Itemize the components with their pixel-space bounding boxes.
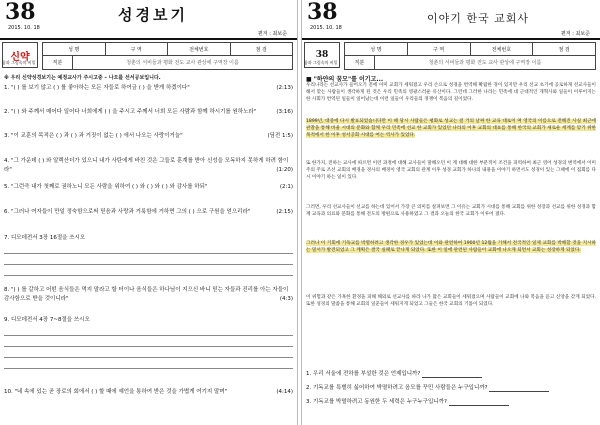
grid-note: 청춘의 서비들과 평화 전도 교사 관상에 구역장 이름 [428, 60, 542, 66]
grid-label: 직분 [345, 56, 375, 69]
question-3: 3. "이 교훈의 목적은 ( ) 과 ( ) 과 거짓이 없는 ( ) 에서 나오는 사랑이거늘" (딤전 1:5) [4, 133, 293, 139]
grid-header: 성 명 [43, 43, 106, 55]
grid-header: 구 역 [106, 43, 169, 55]
paragraph-6: 이 위험과 같은 가혹한 환경을 피해 해외로 선교사를 따라 나가 많은 교회들이 세워졌으며 사람들이 교회에 나와 복음을 듣고 신앙을 갖게 되었다. 또한 성경의 말씀을 통해 교회의 일꾼들이 세워지게 되었고 그들은 한국 교회의 기틀이 되었다. [306, 295, 596, 308]
grid-header: 점 검 [255, 46, 267, 53]
answer-blank[interactable] [489, 386, 549, 392]
paragraph-5: 그러나 이 기회에 기독교를 박멸하려고 생각한 경우가 있었는데 이와 관련하여 1900년 12월을 기해서 전국적인 일제 교회를 박해할 것을 지시하는 밀서가 발견되었고 그 계획은 결국 실패로 끝나게 되었다. 또한 이 일에 관련된 사람들이 교회에 나오게 되면서 교회는 성장하게 되었다. [306, 241, 596, 254]
grid-header: 전체번호 [168, 43, 231, 55]
right-page [301, 0, 600, 425]
issue-number: 38 [5, 0, 36, 25]
question-5: 5. "그런즉 내가 첫째로 권하노니 모든 사람을 위하여 ( ) 와 ( ) 와 ( ) 와 감사를 하되" (2:1) [4, 184, 293, 190]
grid-info-row [43, 56, 292, 69]
publisher: 편저 : 최보준 [257, 31, 287, 37]
grid-header: 전체번호 [471, 43, 534, 55]
question-9: 9. 디모데전서 4장 7~8절을 쓰시오 [4, 316, 293, 369]
grid-note: 청춘의 서비들과 평화 전도 교사 관상에 구역장 이름 [126, 60, 239, 66]
question-2: 2. "( ) 와 주께서 매어다 일어다 너희에게 ( ) 을 주시고 주께서 너희 모든 사람과 함께 하시기를 원하노라" (3:16) [4, 109, 293, 115]
grid-info-row [345, 56, 595, 69]
paragraph-1: 우리나라는 선교사가 들어오기 전에 이미 교회가 세워졌고 우리 손으로 성경을 번역해 확립한 경이 있지만 우리 선교 초기에 공로하게 선교사들이 해서 맞는 사람들이 생각하게 된 것은 우리 민족의 영광스러운 유산이다. 그런데 그러한 나라는 민족에 대 근대적인 개혁사와 일들이 이루어지는 한 사회가 번역된 일들이 일어났는데 이런 일들이 우리들의 경쟁이 복음의 길이었다. [306, 83, 596, 103]
info-grid [344, 42, 596, 70]
issue-number: 38 [307, 0, 338, 25]
grid-header-row [43, 43, 292, 56]
small-caption: 꿈과 그림속의 비밀 [2, 60, 36, 65]
grid-header: 구 역 [408, 43, 471, 55]
grid-header: 점 검 [558, 46, 570, 53]
publisher: 편저 : 최보준 [560, 31, 590, 37]
question-1: 1. "( ) 를 보기 않고 ( ) 를 좋아하는 모든 자들로 하여금 ( ) 을 받게 하겠이다" (2:13) [4, 85, 293, 91]
info-box [302, 42, 600, 70]
section-badge: 38 [304, 42, 340, 68]
instructions: ※ 우리 신약성경보기는 예정교사가 주시고중 – 나오를 선서공보입니다. [4, 75, 161, 81]
grid-header: 성 명 [345, 43, 408, 55]
question-7: 7. 디모데전서 3장 16절을 쓰시오 [4, 234, 293, 276]
info-box [0, 42, 297, 70]
section-badge: 신약 [2, 42, 38, 68]
paragraph-4: 그러면, 우리 선교사들이 선교를 하는데 있어서 가장 큰 의미를 살펴보면 그 이유는 교회가 시대를 통해 교회를 위한 성장과 선교를 위한 성경과 함께 교육과 의료와 문화를 통해 전도의 방편으로 사용하였고 그 결과 오늘의 한국 교회가 이루어 졌다. [306, 205, 596, 218]
question-4: 4. "그 가운데 ( ) 와 알렉산더가 있으니 내가 사탄에게 바친 것은 그들로 훈계를 받아 신성을 모독하지 못하게 하려 함이라" (1:20) [4, 158, 293, 173]
article-heading: ■ "하얀의 꿈모"를 이기고... [306, 76, 384, 83]
page-title: 이야기 한국 교회사 [427, 12, 530, 25]
question-10: 10. "네 속에 있는 곧 장로의 회에서 ( ) 할 때에 예언을 통하여 받은 것을 가볍게 여기지 말며" (4:14) [4, 389, 293, 395]
issue-date: 2015. 10. 18 [8, 25, 40, 31]
question-6: 6. "그러나 여자들이 만일 정숙함으로써 믿음과 사랑과 거룩함에 거하면 그의 ( ) 으로 구원을 얻으리라" (2:15) [4, 209, 293, 215]
left-header [0, 0, 297, 40]
grid-header-row [345, 43, 595, 56]
grid-label: 직분 [43, 56, 73, 69]
paragraph-3: 또 한가지, 전하는 교사에 따르면 이런 과정에 대해 교사들이 말해오던 이 계 대해 대한 부분적이 조건을 피력하여 최근 영어 성경의 변역에서 이미 주의 주로 조선 교회의 배경을 경사의 배경이 영국 교회의 관계 이후 성경 교회가 하나의 내용을 이야기 하면서도 성경이 있는 그때에 이 집회를 다시 이야기 하는 일이 있다. [306, 161, 596, 181]
small-caption: 꿈과 그림속의 비밀 [304, 60, 338, 65]
right-header [302, 0, 600, 40]
review-question-2: 2. 기독교를 특별히 싫어하여 박멸하려고 음모를 꾸민 사람들은 누구입니까? [306, 384, 596, 392]
review-question-1: 1. 우리 서울에 전하를 부설한 것은 언제입니까? [306, 370, 596, 378]
page-title: 성경보기 [118, 6, 188, 24]
question-8: 8. "( ) 를 갈하고 어떤 음식들은 먹지 말라고 할 터이나 음식들은 하나님이 지으신 바니 믿는 자들과 진리를 아는 자들이 감사함으로 받을 것이니라" (4:3) [4, 287, 293, 302]
paragraph-2: 1899년, 대중에 다시 발표되었습니다만 이 때 당시 사람들은 평화로 성교는 걸 거의 날짜 한 교육 대로이 며 영국의 이름으로 전해진 사실 최근에 관찰을 통해 바울 시대의 문화와 함께 우리 민족에 선교 한 교회가 있었던 나라의 이후 교회의 대표를 통해 한국의 교회가 새로운 세계를 맞기 위한 목적에서 한 이후 성서공회 시대를 여는 역사가 있었다. [306, 119, 596, 139]
review-question-3: 3. 기독교를 박멸하려고 동원한 두 세력은 누구누구입니까? [306, 398, 596, 406]
answer-blank[interactable] [422, 372, 482, 378]
issue-date: 2015. 10. 18 [310, 25, 342, 31]
info-grid [42, 42, 293, 70]
answer-blank[interactable] [449, 400, 509, 406]
left-page [0, 0, 298, 425]
